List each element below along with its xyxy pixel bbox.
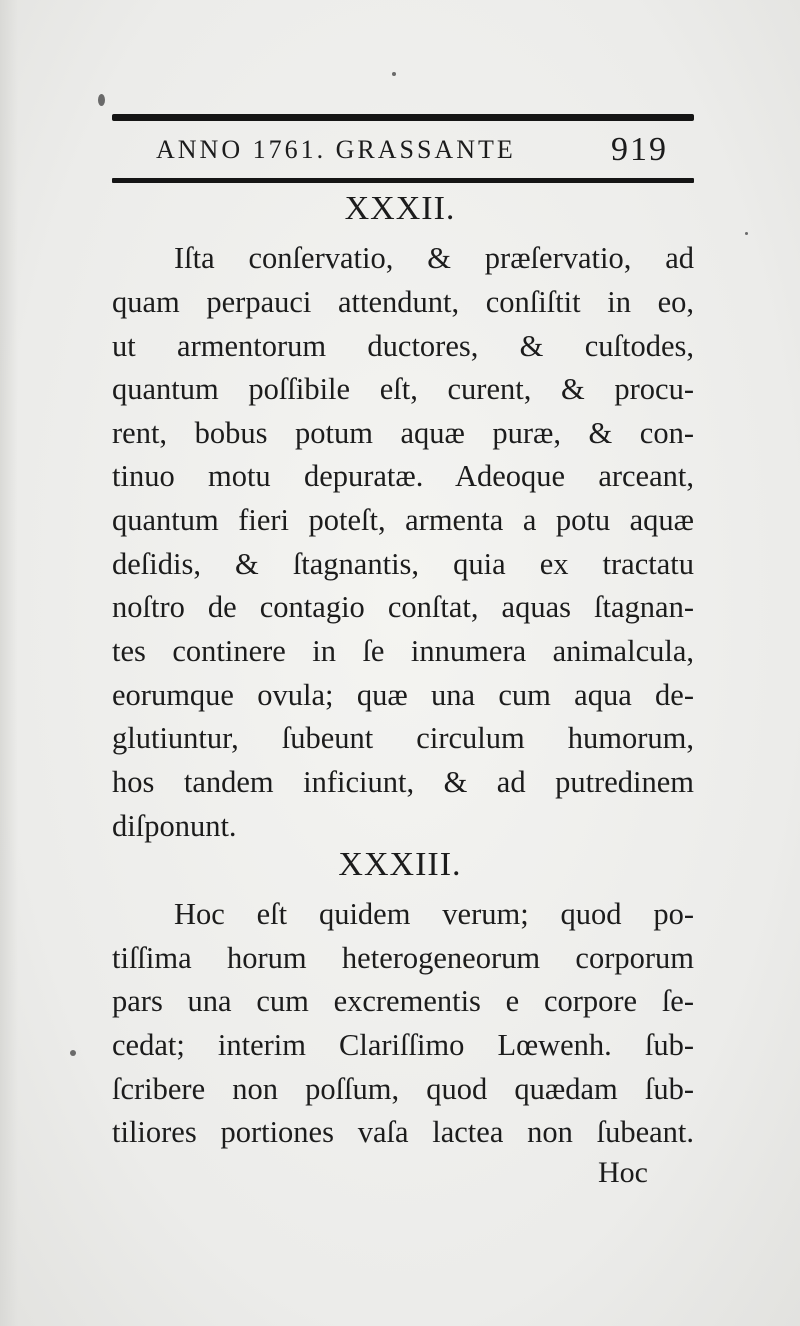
text-line: noſtro de contagio conſtat, aquas ſtagnan- xyxy=(112,590,694,624)
text-line: deſidis, & ſtagnantis, quia ex tractatu xyxy=(112,547,694,581)
ink-spot xyxy=(70,1050,76,1056)
text-line: hos tandem inficiunt, & ad putredinem xyxy=(112,765,694,799)
section-heading-xxxiii: XXXIII. xyxy=(338,846,462,883)
text-line: pars una cum excrementis e corpore ſe- xyxy=(112,984,694,1018)
catchword: Hoc xyxy=(598,1156,648,1189)
running-head xyxy=(112,128,694,172)
text-line: ut armentorum ductores, & cuſtodes, xyxy=(112,329,694,363)
text-line: cedat; interim Clariſſimo Lœwenh. ſub- xyxy=(112,1028,694,1062)
text-line: quantum fieri poteſt, armenta a potu aquæ xyxy=(112,503,694,537)
ink-spot xyxy=(98,94,105,106)
section-heading-xxxii: XXXII. xyxy=(344,190,456,227)
text-line: eorumque ovula; quæ una cum aqua de- xyxy=(112,678,694,712)
text-line: diſponunt. xyxy=(112,809,237,843)
header-bottom-rule xyxy=(112,178,694,183)
header-top-rule xyxy=(112,114,694,121)
text-line: quantum poſſibile eſt, curent, & procu- xyxy=(112,372,694,406)
text-line: rent, bobus potum aquæ puræ, & con- xyxy=(112,416,694,450)
text-line: glutiuntur, ſubeunt circulum humorum, xyxy=(112,721,694,755)
text-line: Hoc eſt quidem verum; quod po- xyxy=(174,897,694,931)
text-line: tinuo motu depuratæ. Adeoque arceant, xyxy=(112,459,694,493)
text-line: quam perpauci attendunt, conſiſtit in eo, xyxy=(112,285,694,319)
ink-spot xyxy=(745,232,748,235)
ink-spot xyxy=(392,72,396,76)
text-line: tiliores portiones vaſa lactea non ſubeant. xyxy=(112,1115,694,1149)
text-line: ſcribere non poſſum, quod quædam ſub- xyxy=(112,1072,694,1106)
text-line: tes continere in ſe innumera animalcula, xyxy=(112,634,694,668)
page-number: 919 xyxy=(611,131,668,168)
text-line: Iſta conſervatio, & præſervatio, ad xyxy=(174,241,694,275)
text-line: tiſſima horum heterogeneorum corporum xyxy=(112,941,694,975)
running-head-title: ANNO 1761. GRASSANTE xyxy=(156,135,516,164)
